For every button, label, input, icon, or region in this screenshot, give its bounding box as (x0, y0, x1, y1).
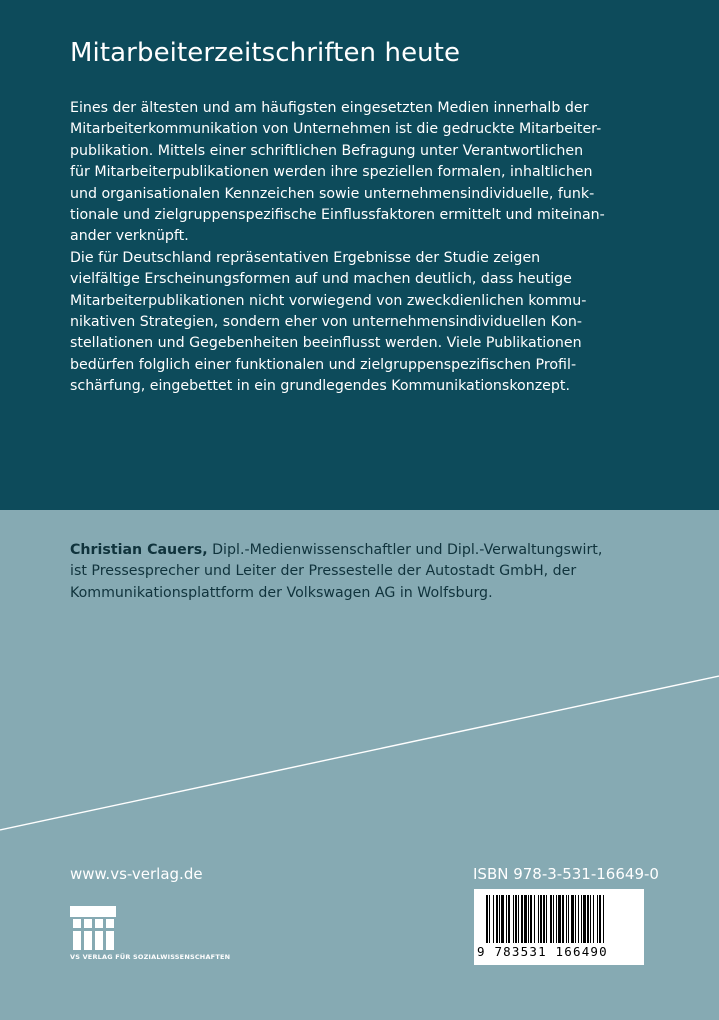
barcode-bar (530, 895, 532, 943)
barcode-bar (581, 895, 582, 943)
barcode-bar (575, 895, 576, 943)
blurb-line: Die für Deutschland repräsentativen Ergebnisse der Studie zeigen (70, 249, 541, 266)
barcode-bar (499, 895, 500, 943)
blurb-line: für Mitarbeiterpublikationen werden ihre speziellen formalen, inhaltlichen (70, 164, 593, 181)
barcode-bar (590, 895, 591, 943)
barcode-bar (508, 895, 510, 943)
blurb-line: schärfung, eingebettet in ein grundlegendes Kommunikationskonzept. (70, 378, 570, 395)
barcode-bar (501, 895, 504, 943)
publisher-logo-icon (70, 906, 116, 950)
blurb-line: tionale und zielgruppenspezifische Einflussfaktoren ermittelt und miteinan- (70, 207, 605, 224)
barcode-bar (538, 895, 539, 943)
author-line: ist Pressesprecher und Leiter der Pressestelle der Autostadt GmbH, der (70, 563, 577, 580)
blurb-line: stellationen und Gegebenheiten beeinflusst werden. Viele Publikationen (70, 335, 582, 352)
barcode-bar (521, 895, 523, 943)
barcode-bar (562, 895, 564, 943)
barcode-bar (489, 895, 490, 943)
isbn: ISBN 978-3-531-16649-0 (473, 865, 659, 883)
blurb-line: bedürfen folglich einer funktionalen und zielgruppenspezifischen Profil- (70, 356, 577, 373)
barcode-bar (513, 895, 514, 943)
blurb-line: Eines der ältesten und am häufigsten eingesetzten Medien innerhalb der (70, 100, 589, 116)
barcode-bar (593, 895, 594, 943)
book-title: Mitarbeiterzeitschriften heute (70, 38, 461, 68)
barcode-bar (493, 895, 494, 943)
barcode-bar (578, 895, 579, 943)
barcode-bar (543, 895, 545, 943)
barcode-bar (550, 895, 552, 943)
barcode-bar (599, 895, 601, 943)
barcode-bar (515, 895, 517, 943)
barcode-bar (568, 895, 569, 943)
author-name: Christian Cauers, (70, 542, 208, 558)
barcode-bar (603, 895, 604, 943)
barcode-bar (534, 895, 535, 943)
barcode-bar (540, 895, 542, 943)
blurb-line: ander verknüpft. (70, 228, 189, 245)
author-bio (70, 540, 670, 604)
barcode-bar (571, 895, 574, 943)
barcode-bar (587, 895, 589, 943)
barcode-bars (474, 891, 644, 947)
barcode-bar (496, 895, 498, 943)
barcode-bar (528, 895, 529, 943)
barcode-bar (546, 895, 547, 943)
blurb-text (70, 98, 650, 398)
barcode-bar (518, 895, 519, 943)
publisher-name: VS VERLAG FÜR SOZIALWISSENSCHAFTEN (70, 953, 231, 961)
barcode-bar (597, 895, 598, 943)
barcode-bar (553, 895, 554, 943)
blurb-line: und organisationalen Kennzeichen sowie unternehmensindividuelle, funk- (70, 185, 595, 202)
barcode-bar (566, 895, 567, 943)
blurb-line: vielfältige Erscheinungsformen auf und machen deutlich, dass heutige (70, 271, 572, 288)
barcode-bar (558, 895, 561, 943)
barcode-bar (556, 895, 557, 943)
barcode-bar (524, 895, 527, 943)
blurb-line: publikation. Mittels einer schriftlichen Befragung unter Verantwortlichen (70, 142, 584, 159)
barcode-bar (506, 895, 507, 943)
barcode-bar (583, 895, 586, 943)
blurb-line: Mitarbeiterkommunikation von Unternehmen ist die gedruckte Mitarbeiter- (70, 121, 602, 138)
barcode-bar (486, 895, 488, 943)
author-line (70, 540, 670, 561)
blurb-line: nikativen Strategien, sondern eher von unternehmensindividuellen Kon- (70, 314, 583, 331)
blurb-line: Mitarbeiterpublikationen nicht vorwiegend von zweckdienlichen kommu- (70, 292, 587, 309)
barcode-digits: 9 783531 166490 (477, 944, 608, 959)
author-credentials: Dipl.-Medienwissenschaftler und Dipl.-Verwaltungswirt, (207, 542, 603, 558)
publisher-url[interactable]: www.vs-verlag.de (70, 865, 203, 883)
author-line: Kommunikationsplattform der Volkswagen AG in Wolfsburg. (70, 584, 493, 601)
